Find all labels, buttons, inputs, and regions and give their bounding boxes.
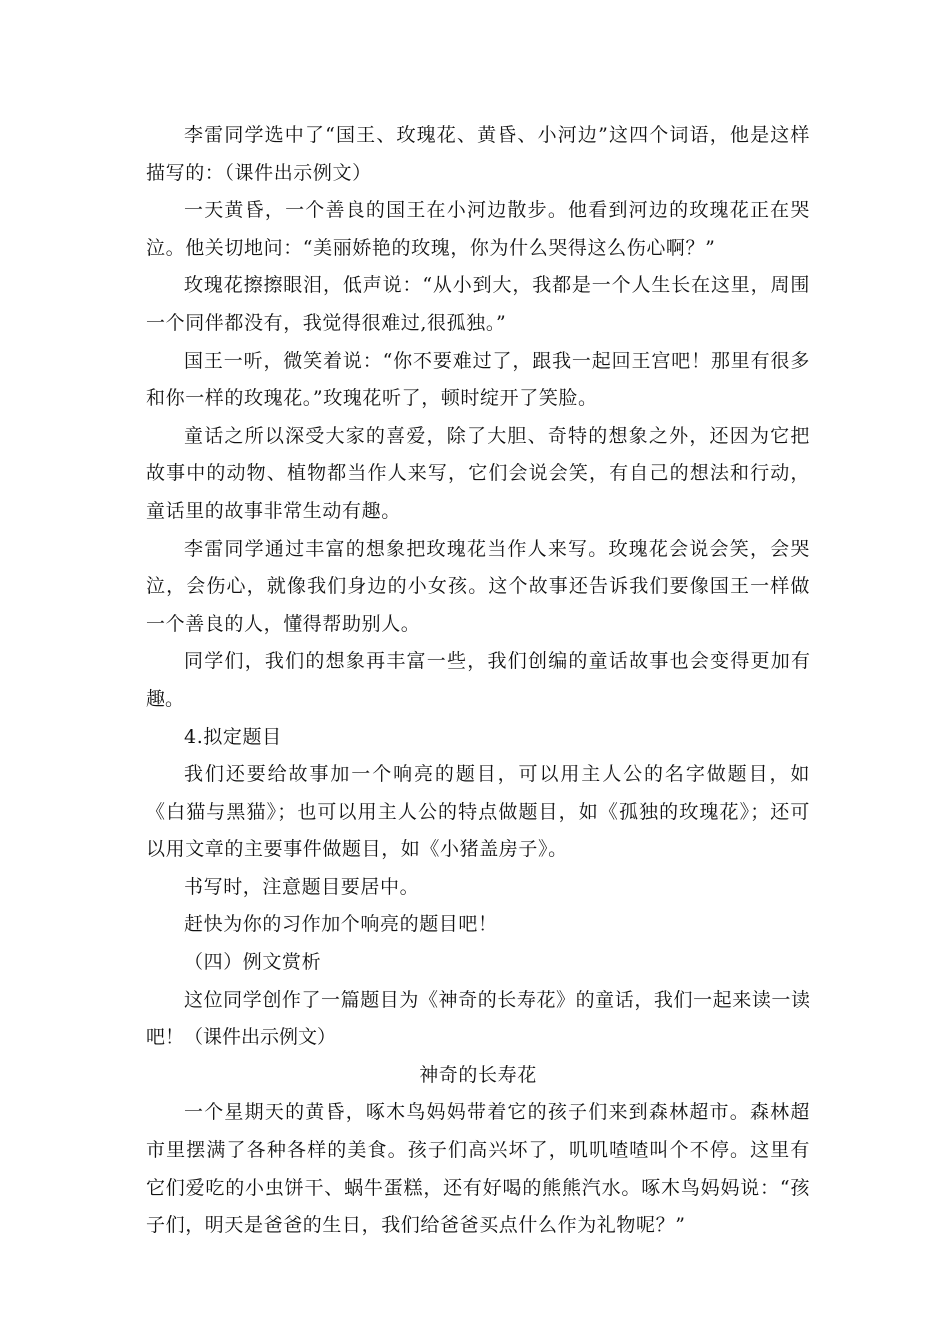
story-title: 神奇的长寿花 bbox=[419, 1063, 537, 1086]
paragraph-title-methods: 我们还要给故事加一个响亮的题目，可以用主人公的名字做题目，如《白猫与黑猫》；也可以用主人公的特点做题目，如《孤独的玫瑰花》；还可以用文章的主要事件做题目，如《小猪盖房子》。 bbox=[146, 763, 810, 861]
paragraph-story-body: 一个星期天的黄昏，啄木鸟妈妈带着它的孩子们来到森林超市。森林超市里摆满了各种各样的美食。孩子们高兴坏了，叽叽喳喳叫个不停。这里有它们爱吃的小虫饼干、蜗牛蛋糕，还有好喝的熊熊汽水。啄木鸟妈妈说：“孩子们，明天是爸爸的生日，我们给爸爸买点什么作为礼物呢？” bbox=[146, 1101, 810, 1237]
paragraph-encouragement: 同学们，我们的想象再丰富一些，我们创编的童话故事也会变得更加有趣。 bbox=[146, 650, 810, 710]
paragraph-analysis: 李雷同学通过丰富的想象把玫瑰花当作人来写。玫瑰花会说会笑，会哭泣，会伤心，就像我们身边的小女孩。这个故事还告诉我们要像国王一样做一个善良的人，懂得帮助别人。 bbox=[146, 537, 810, 635]
document-page bbox=[146, 117, 810, 1245]
paragraph-story-2: 玫瑰花擦擦眼泪，低声说：“从小到大，我都是一个人生长在这里，周围一个同伴都没有，我觉得很难过,很孤独。” bbox=[146, 274, 810, 334]
paragraph-example-reading: 这位同学创作了一篇题目为《神奇的长寿花》的童话，我们一起来读一读吧！（课件出示例文） bbox=[146, 988, 810, 1049]
paragraph-story-1: 一天黄昏，一个善良的国王在小河边散步。他看到河边的玫瑰花正在哭泣。他关切地问：“美丽娇艳的玫瑰，你为什么哭得这么伤心啊？” bbox=[146, 199, 810, 259]
paragraph-title-centering: 书写时，注意题目要居中。 bbox=[184, 875, 420, 898]
section-heading-title: 4.拟定题目 bbox=[184, 725, 282, 748]
paragraph-fairy-tale-explanation: 童话之所以深受大家的喜爱，除了大胆、奇特的想象之外，还因为它把故事中的动物、植物都当作人来写，它们会说会笑，有自己的想法和行动，童话里的故事非常生动有趣。 bbox=[146, 424, 810, 522]
section-heading-example: （四）例文赏析 bbox=[184, 951, 322, 974]
paragraph-title-prompt: 赶快为你的习作加个响亮的题目吧！ bbox=[184, 913, 498, 936]
paragraph-story-3: 国王一听，微笑着说：“你不要难过了，跟我一起回王宫吧！那里有很多和你一样的玫瑰花。”玫瑰花听了，顿时绽开了笑脸。 bbox=[146, 349, 810, 410]
paragraph-example-intro: 李雷同学选中了“国王、玫瑰花、黄昏、小河边”这四个词语，他是这样描写的：（课件出示例文） bbox=[146, 124, 810, 184]
